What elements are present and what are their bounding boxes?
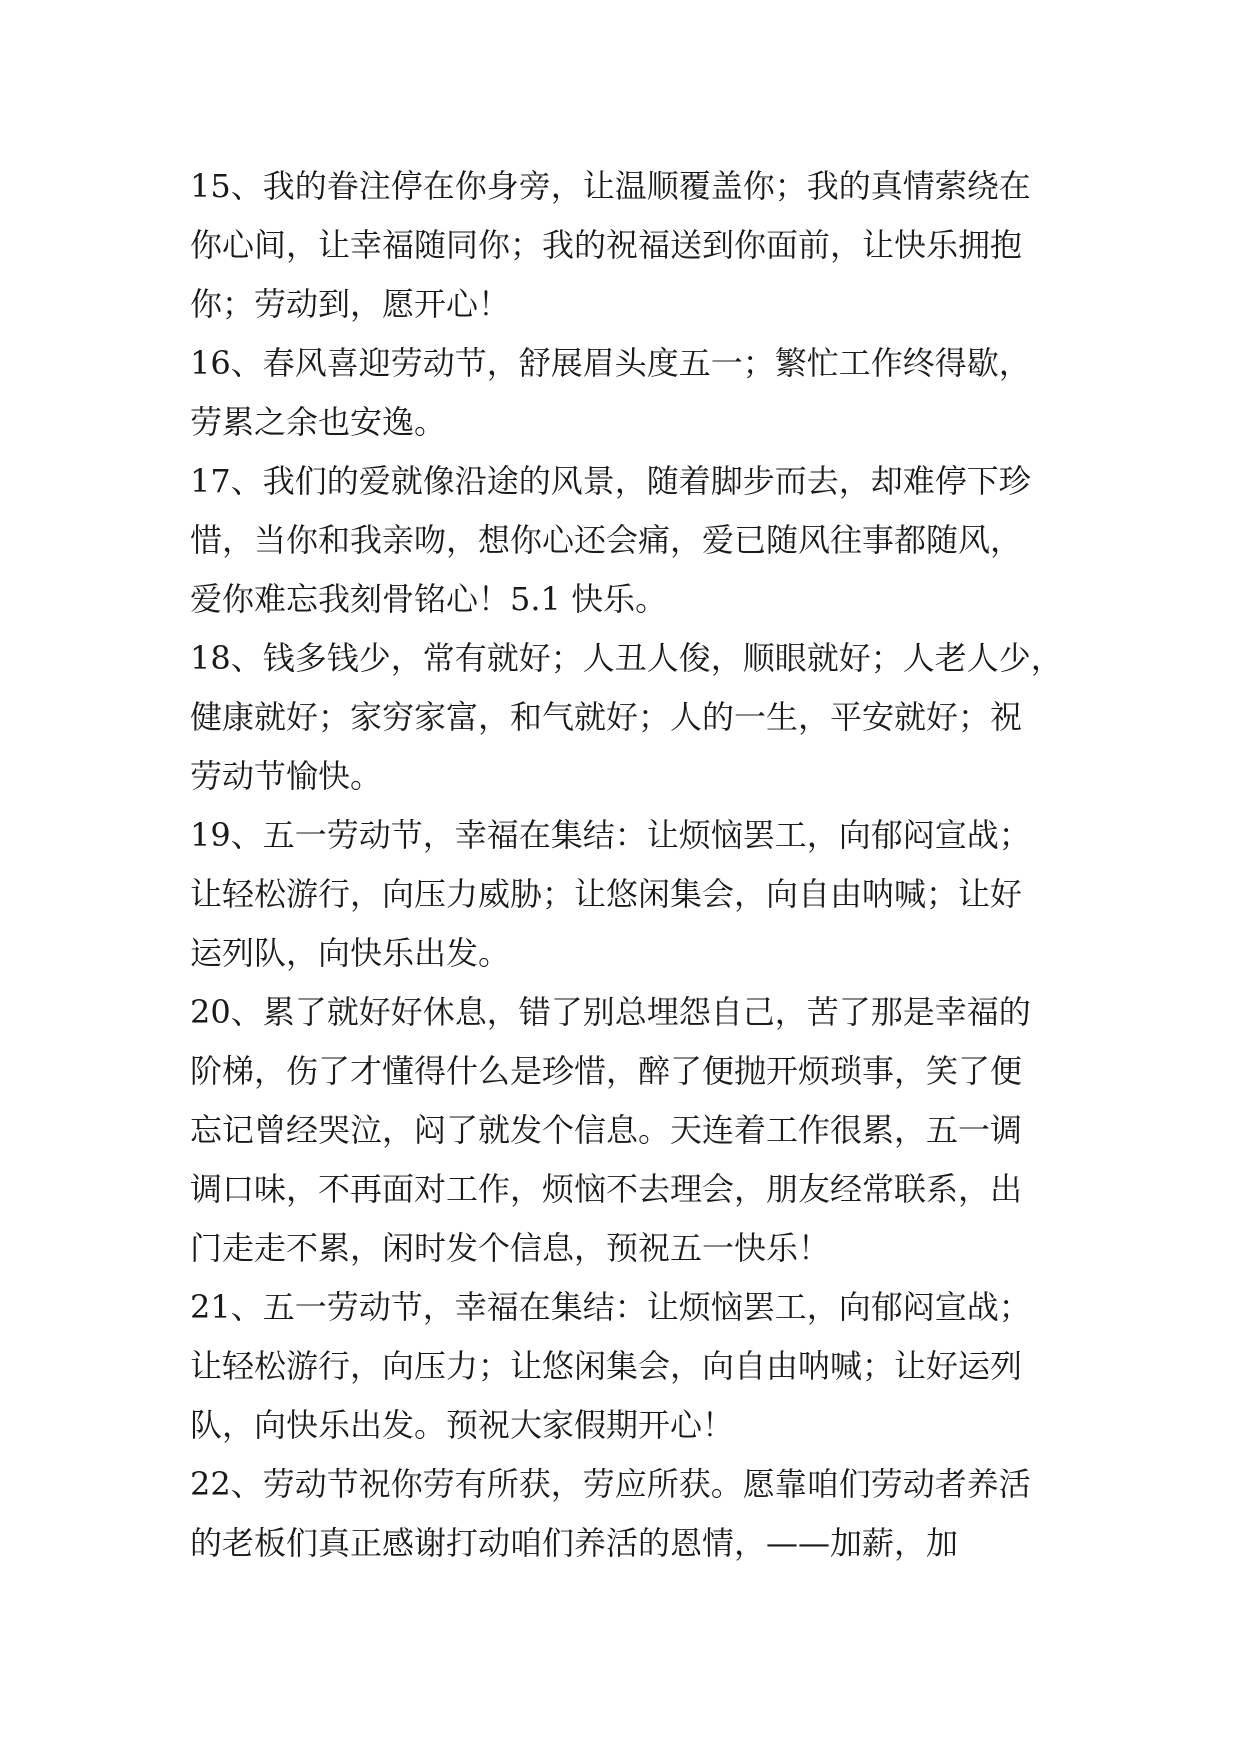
text-line: 你；劳动到，愿开心！	[190, 285, 511, 323]
text-line: 的老板们真正感谢打动咱们养活的恩情，——加薪，加	[190, 1524, 959, 1562]
text-line: 17、我们的爱就像沿途的风景，随着脚步而去，却难停下珍	[190, 462, 1031, 500]
text-line: 16、春风喜迎劳动节，舒展眉头度五一；繁忙工作终得歇，	[190, 344, 1031, 382]
text-line: 15、我的眷注停在你身旁，让温顺覆盖你；我的真情萦绕在	[190, 167, 1031, 205]
text-line: 你心间，让幸福随同你；我的祝福送到你面前，让快乐拥抱	[190, 226, 1023, 264]
text-line: 让轻松游行，向压力威胁；让悠闲集会，向自由呐喊；让好	[190, 875, 1023, 913]
text-line: 劳累之余也安逸。	[190, 403, 447, 441]
text-line: 阶梯，伤了才懂得什么是珍惜，醉了便抛开烦琐事，笑了便	[190, 1052, 1023, 1090]
text-line: 19、五一劳动节，幸福在集结：让烦恼罢工，向郁闷宣战；	[190, 816, 1031, 854]
text-line: 21、五一劳动节，幸福在集结：让烦恼罢工，向郁闷宣战；	[190, 1288, 1031, 1326]
text-line: 18、钱多钱少，常有就好；人丑人俊，顺眼就好；人老人少，	[190, 639, 1063, 677]
text-line: 劳动节愉快。	[190, 757, 383, 795]
text-line: 忘记曾经哭泣，闷了就发个信息。天连着工作很累，五一调	[190, 1111, 1023, 1149]
text-line: 调口味，不再面对工作，烦恼不去理会，朋友经常联系，出	[190, 1170, 1023, 1208]
text-line: 健康就好；家穷家富，和气就好；人的一生，平安就好；祝	[190, 698, 1023, 736]
document-body	[190, 157, 1070, 1573]
text-line: 爱你难忘我刻骨铭心！5.1 快乐。	[190, 580, 668, 618]
text-line: 队，向快乐出发。预祝大家假期开心！	[190, 1406, 735, 1444]
text-line: 22、劳动节祝你劳有所获，劳应所获。愿靠咱们劳动者养活	[190, 1465, 1031, 1503]
text-line: 惜，当你和我亲吻，想你心还会痛，爱已随风往事都随风，	[190, 521, 1023, 559]
text-line: 运列队，向快乐出发。	[190, 934, 511, 972]
text-line: 20、累了就好好休息，错了别总埋怨自己，苦了那是幸福的	[190, 993, 1031, 1031]
text-line: 门走走不累，闲时发个信息，预祝五一快乐！	[190, 1229, 831, 1267]
text-line: 让轻松游行，向压力；让悠闲集会，向自由呐喊；让好运列	[190, 1347, 1023, 1385]
